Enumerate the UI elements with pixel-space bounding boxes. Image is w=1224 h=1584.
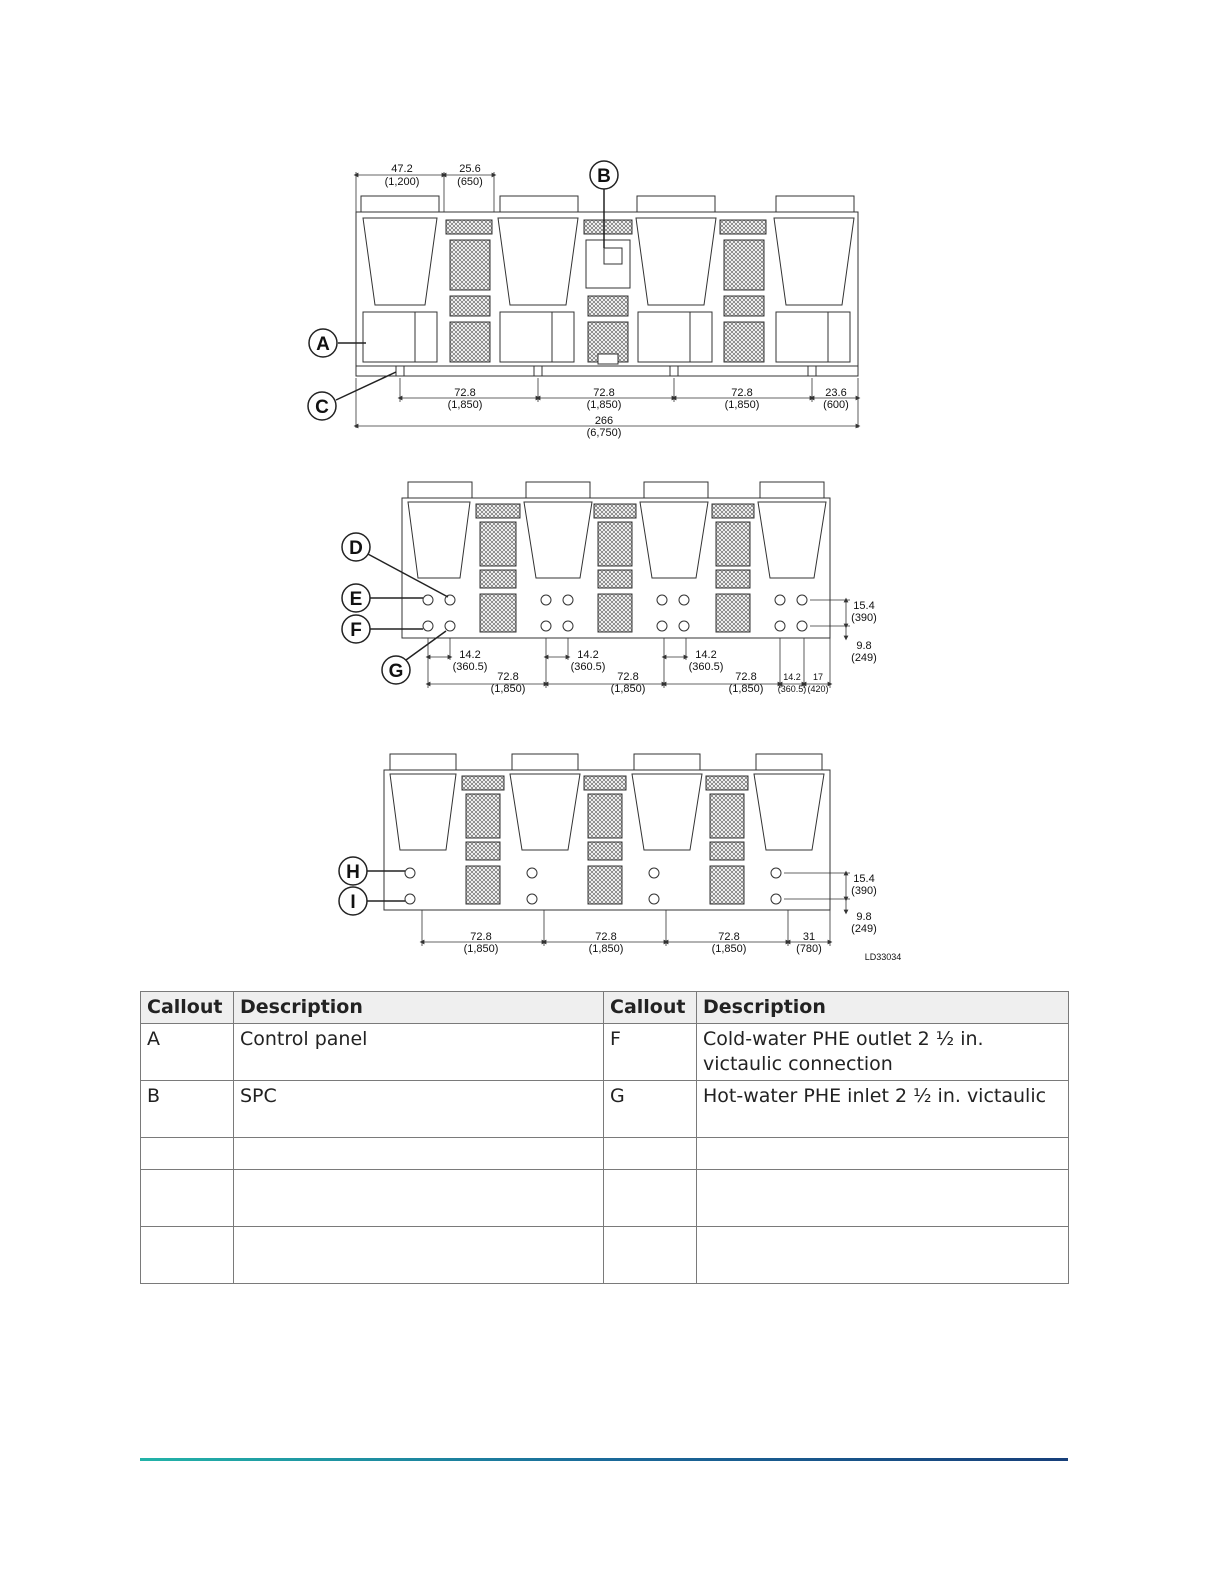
- dim-label: (780): [796, 943, 822, 955]
- dim-label: (1,850): [490, 683, 526, 695]
- dim-label: 72.8: [497, 671, 519, 683]
- dim-label: (1,850): [711, 943, 747, 955]
- table-cell: A: [141, 1024, 234, 1081]
- table-cell: Hot-water PHE inlet 2 ½ in. victaulic: [697, 1081, 1069, 1138]
- callout-i: I: [350, 892, 356, 913]
- callout-e: E: [349, 589, 363, 610]
- dim-label: (6,750): [586, 427, 622, 439]
- table-cell: [604, 1170, 697, 1227]
- dim-label: (1,850): [610, 683, 646, 695]
- dim-label: 72.8: [617, 671, 639, 683]
- bottom-view-drawing: [0, 740, 1224, 970]
- table-cell: Control panel: [234, 1024, 604, 1081]
- callout-f: F: [350, 620, 362, 641]
- dim-label: 23.6: [825, 387, 847, 399]
- table-row: [141, 1081, 1069, 1138]
- table-cell: F: [604, 1024, 697, 1081]
- table-cell: [141, 1138, 234, 1170]
- dim-label: 31: [802, 931, 816, 943]
- dim-label: 17: [812, 672, 824, 682]
- table-cell: SPC: [234, 1081, 604, 1138]
- table-cell: Cold-water PHE outlet 2 ½ in. victaulic connection: [697, 1024, 1069, 1081]
- header-callout: Callout: [141, 992, 234, 1024]
- dim-label: (1,200): [384, 176, 420, 188]
- dim-label: (360.5): [688, 661, 724, 673]
- dim-label: 9.8: [856, 911, 872, 923]
- dim-label: 14.2: [459, 649, 481, 661]
- dim-label: (249): [851, 923, 877, 935]
- dim-label: (1,850): [724, 399, 760, 411]
- dim-label: (1,850): [586, 399, 622, 411]
- dim-label: 72.8: [470, 931, 492, 943]
- dim-label: (1,850): [588, 943, 624, 955]
- table-cell: B: [141, 1081, 234, 1138]
- dim-label: 72.8: [718, 931, 740, 943]
- dim-label: 15.4: [853, 600, 875, 612]
- callout-table: [140, 991, 1069, 1284]
- drawing-id: LD33034: [864, 952, 902, 962]
- table-cell: [697, 1170, 1069, 1227]
- dim-label: 15.4: [853, 873, 875, 885]
- dim-label: 266: [594, 415, 614, 427]
- table-cell: [234, 1138, 604, 1170]
- table-header-row: [141, 992, 1069, 1024]
- table-row: [141, 1227, 1069, 1284]
- header-callout: Callout: [604, 992, 697, 1024]
- table-row: [141, 1024, 1069, 1081]
- dim-label: 72.8: [593, 387, 615, 399]
- dim-label: (600): [823, 399, 849, 411]
- dim-label: (360.5): [452, 661, 488, 673]
- top-view-drawing: [0, 0, 1224, 460]
- dim-label: (360.5): [777, 684, 807, 694]
- header-description: Description: [234, 992, 604, 1024]
- dim-label: (650): [457, 176, 483, 188]
- table-row: [141, 1138, 1069, 1170]
- table-cell: G: [604, 1081, 697, 1138]
- table-cell: [234, 1170, 604, 1227]
- table-cell: [141, 1227, 234, 1284]
- table-cell: [697, 1138, 1069, 1170]
- dim-label: 47.2: [391, 163, 413, 175]
- dim-label: (1,850): [728, 683, 764, 695]
- table-cell: [697, 1227, 1069, 1284]
- table-cell: [141, 1170, 234, 1227]
- table-cell: [604, 1227, 697, 1284]
- dim-label: (360.5): [570, 661, 606, 673]
- footer-rule: [140, 1458, 1068, 1461]
- dim-label: (390): [851, 612, 877, 624]
- middle-view-drawing: [0, 470, 1224, 710]
- dim-label: (249): [851, 652, 877, 664]
- dim-label: (390): [851, 885, 877, 897]
- header-description: Description: [697, 992, 1069, 1024]
- dim-label: 14.2: [577, 649, 599, 661]
- dim-label: (1,850): [447, 399, 483, 411]
- dim-label: (420): [807, 684, 829, 694]
- table-cell: [604, 1138, 697, 1170]
- callout-b: B: [597, 166, 611, 187]
- dim-label: 72.8: [595, 931, 617, 943]
- dim-label: 72.8: [731, 387, 753, 399]
- dim-label: 9.8: [856, 640, 872, 652]
- dim-label: 72.8: [454, 387, 476, 399]
- dim-label: 25.6: [459, 163, 481, 175]
- dim-label: 14.2: [695, 649, 717, 661]
- callout-c: C: [315, 397, 329, 418]
- table-row: [141, 1170, 1069, 1227]
- table-cell: [234, 1227, 604, 1284]
- dim-label: 14.2: [783, 672, 801, 682]
- callout-d: D: [349, 538, 363, 559]
- callout-g: G: [388, 661, 404, 682]
- dim-label: 72.8: [735, 671, 757, 683]
- callout-h: H: [346, 862, 360, 883]
- dim-label: (1,850): [463, 943, 499, 955]
- callout-a: A: [316, 334, 330, 355]
